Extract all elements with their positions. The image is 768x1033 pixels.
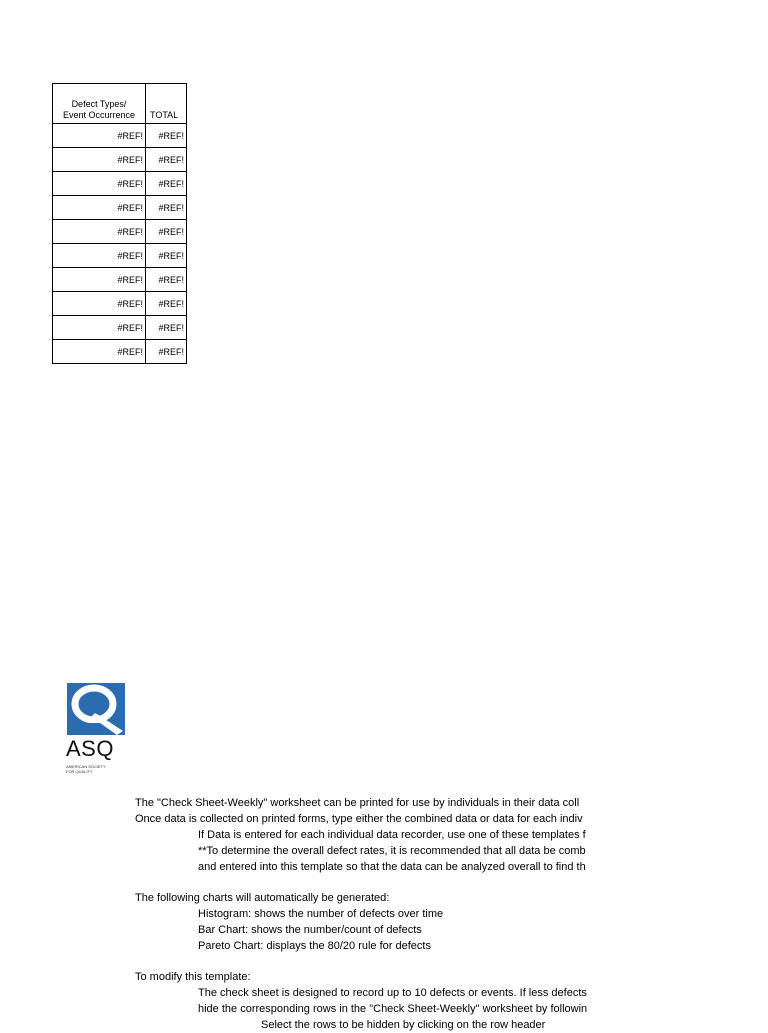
defect-types-header: [53, 84, 146, 124]
defect-table: [52, 83, 187, 364]
defect-type-cell: #REF!: [53, 316, 146, 340]
instructions-block: [135, 795, 641, 1031]
chart-item-pareto: Pareto Chart: displays the 80/20 rule for defects: [198, 940, 431, 952]
instructions-intro-line: The "Check Sheet-Weekly" worksheet can be printed for use by individuals in their data coll: [135, 797, 580, 809]
instructions-intro-line: Once data is collected on printed forms, type either the combined data or data for each indiv: [135, 813, 583, 825]
instructions-intro-line: and entered into this template so that the data can be analyzed overall to find th: [198, 861, 586, 873]
total-header: TOTAL: [146, 84, 187, 124]
asq-tagline-line1: AMERICAN SOCIETY: [66, 764, 106, 769]
asq-tagline-line2: FOR QUALITY: [66, 769, 93, 774]
table-row: [53, 172, 187, 196]
asq-wordmark: ASQ: [66, 736, 114, 761]
chart-item-histogram: Histogram: shows the number of defects over time: [198, 908, 444, 920]
defect-type-cell: #REF!: [53, 196, 146, 220]
defect-type-cell: #REF!: [53, 292, 146, 316]
defect-type-cell: #REF!: [53, 268, 146, 292]
defect-type-cell: #REF!: [53, 220, 146, 244]
table-row: [53, 124, 187, 148]
defect-types-header-line2: Event Occurrence: [62, 110, 136, 120]
total-cell: #REF!: [146, 244, 187, 268]
modify-line: The check sheet is designed to record up to 10 defects or events. If less defects: [198, 987, 587, 999]
defect-type-cell: #REF!: [53, 124, 146, 148]
modify-line: Select the rows to be hidden by clicking on the row header: [261, 1019, 546, 1031]
table-row: [53, 220, 187, 244]
total-cell: #REF!: [146, 268, 187, 292]
chart-item-bar: Bar Chart: shows the number/count of defects: [198, 924, 422, 936]
modify-line: hide the corresponding rows in the "Check Sheet-Weekly" worksheet by followin: [198, 1003, 588, 1015]
total-cell: #REF!: [146, 292, 187, 316]
defect-type-cell: #REF!: [53, 340, 146, 364]
total-cell: #REF!: [146, 220, 187, 244]
total-cell: #REF!: [146, 124, 187, 148]
table-row: [53, 340, 187, 364]
table-row: [53, 268, 187, 292]
total-cell: #REF!: [146, 340, 187, 364]
table-row: [53, 316, 187, 340]
table-row: [53, 148, 187, 172]
defect-types-header-line1: Defect Types/: [71, 99, 127, 109]
total-cell: #REF!: [146, 196, 187, 220]
table-row: [53, 244, 187, 268]
instructions-intro-line: If Data is entered for each individual data recorder, use one of these templates f: [198, 829, 586, 841]
defect-type-cell: #REF!: [53, 148, 146, 172]
defect-type-cell: #REF!: [53, 172, 146, 196]
charts-heading: The following charts will automatically be generated:: [135, 892, 390, 904]
total-cell: #REF!: [146, 148, 187, 172]
table-row: [53, 196, 187, 220]
asq-tagline: [66, 764, 106, 774]
modify-heading: To modify this template:: [135, 971, 251, 983]
instructions-intro-line: **To determine the overall defect rates, it is recommended that all data be comb: [198, 845, 586, 857]
table-row: [53, 292, 187, 316]
asq-logo: [66, 683, 126, 778]
asq-q-logo-icon: [67, 683, 125, 735]
defect-type-cell: #REF!: [53, 244, 146, 268]
total-cell: #REF!: [146, 172, 187, 196]
defect-table-header-row: [53, 84, 187, 124]
total-cell: #REF!: [146, 316, 187, 340]
